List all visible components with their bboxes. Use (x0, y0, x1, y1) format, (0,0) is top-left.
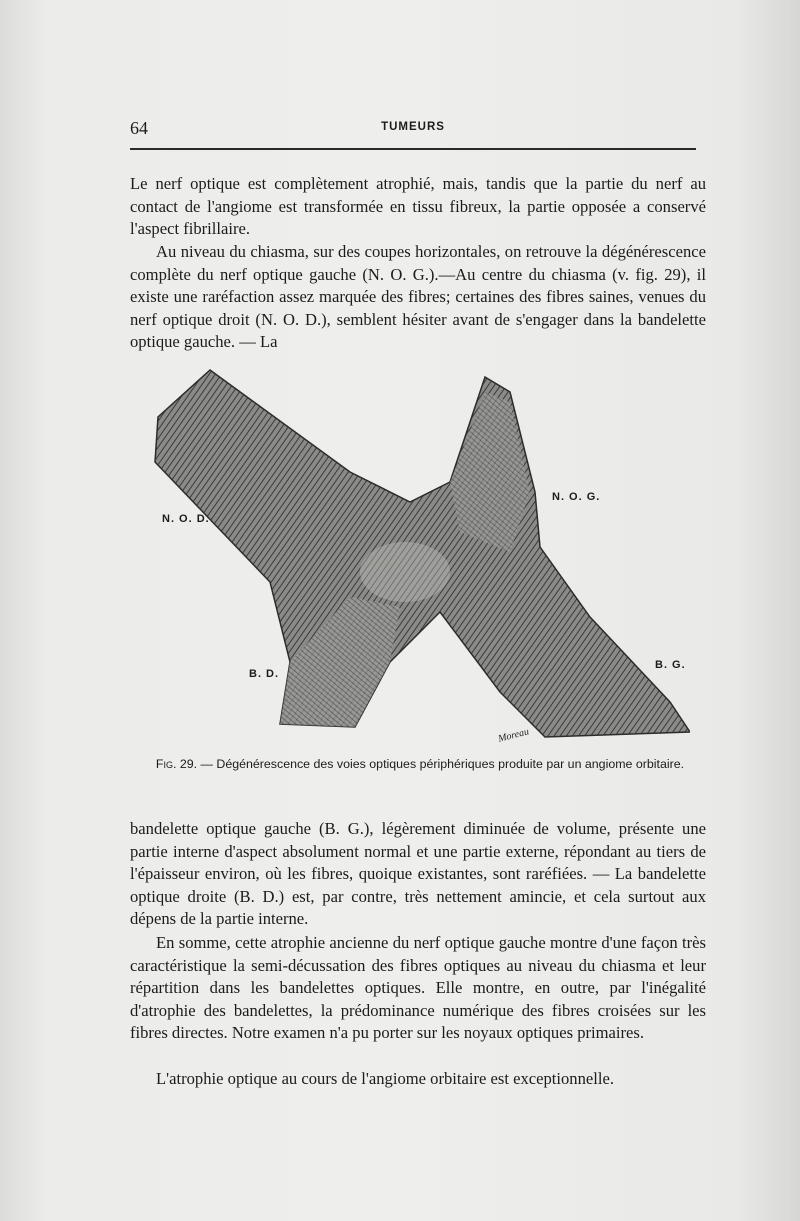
label-nod: N. O. D. (162, 513, 210, 525)
page-number: 64 (130, 118, 148, 138)
caption-number: Fig. 29. (155, 757, 198, 771)
label-bd: B. D. (249, 668, 280, 680)
figure-caption (150, 756, 690, 772)
caption-text: — Dégénérescence des voies optiques périphériques produite par un angiome orbitaire. (200, 757, 685, 771)
page-header (130, 118, 696, 140)
label-bg: B. G. (655, 659, 686, 671)
paragraph-4: En somme, cette atrophie ancienne du nerf optique gauche montre d'une façon très caractéristique la semi-décussation des fibres optiques au niveau du chiasma et leur répartition dans les bandelettes optiques. Elle montre, en outre, par l'inégalité d'atrophie des bandelettes, la prédominance numérique des fibres croisées sur les fibres directes. Notre examen n'a pu porter sur les noyaux optiques primaires. (130, 933, 706, 1043)
paragraph-5: L'atrophie optique au cours de l'angiome orbitaire est exceptionnelle. (156, 1069, 614, 1088)
central-rarefaction (360, 542, 450, 602)
header-rule (130, 148, 696, 150)
artist-signature: Moreau (497, 726, 531, 745)
paragraph-2: Au niveau du chiasma, sur des coupes horizontales, on retrouve la dégénérescence complète du nerf optique gauche (N. O. G.).—Au centre du chiasma (v. fig. 29), il existe une raréfaction assez marquée des fibres; certaines des fibres saines, venues du nerf optique droit (N. O. D.), semblent hésiter avant de s'engager dans la bandelette optique gauche. — La (130, 242, 706, 352)
paragraph-1: Le nerf optique est complètement atrophié, mais, tandis que la partie du nerf au contact de l'angiome est transformée en tissu fibreux, la partie opposée a conservé l'aspect fibrillaire. (130, 174, 706, 239)
left-optic-nerve (450, 392, 530, 552)
label-nog: N. O. G. (552, 491, 601, 503)
running-title: TUMEURS (381, 121, 445, 133)
chiasma-illustration (150, 362, 690, 747)
paragraph-3: bandelette optique gauche (B. G.), légèrement diminuée de volume, présente une partie interne d'aspect absolument normal et une partie externe, répondant au tiers de l'épaisseur environ, où les fibres, quoique existantes, sont raréfiées. — La bandelette optique droite (B. D.) est, par contre, très nettement amincie, et cela surtout aux dépens de la partie interne. (130, 819, 706, 929)
figure-chiasma (150, 362, 690, 747)
